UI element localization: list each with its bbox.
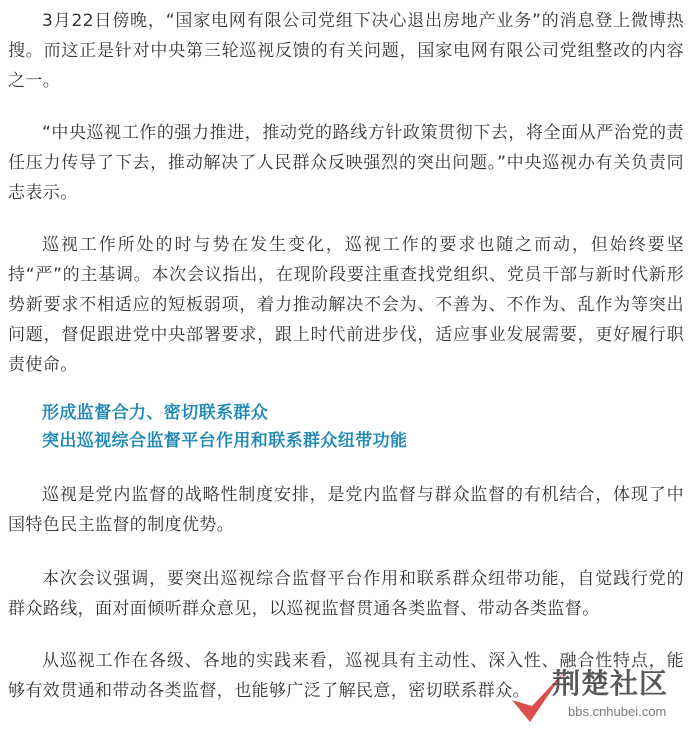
site-watermark [480, 660, 692, 735]
article-paragraph: 从巡视工作在各级、各地的实践来看，巡视具有主动性、深入性、融合性特点，能够有效贯通和带动各类监督，也能够广泛了解民意，密切联系群众。 [8, 651, 684, 701]
article-paragraph: “中央巡视工作的强力推进，推动党的路线方针政策贯彻下去，将全面从严治党的责任压力传导了下去，推动解决了人民群众反映强烈的突出问题。”中央巡视办有关负责同志表示。 [8, 123, 684, 203]
section-heading-line1: 形成监督合力、密切联系群众 [42, 403, 269, 423]
watermark-url: bbs.cnhubei.com [568, 704, 667, 719]
section-heading-line2: 突出巡视综合监督平台作用和联系群众纽带功能 [42, 431, 408, 451]
article-paragraph: 本次会议强调，要突出巡视综合监督平台作用和联系群众纽带功能，自觉践行党的群众路线，面对面倾听群众意见，以巡视监督贯通各类监督、带动各类监督。 [8, 569, 684, 619]
article-paragraph: 3月22日傍晚，“国家电网有限公司党组下决心退出房地产业务”的消息登上微博热搜。而这正是针对中央第三轮巡视反馈的有关问题，国家电网有限公司党组整改的内容之一。 [8, 11, 684, 91]
article-paragraph: 巡视是党内监督的战略性制度安排，是党内监督与群众监督的有机结合，体现了中国特色民主监督的制度优势。 [8, 485, 684, 535]
article-paragraph: 巡视工作所处的时与势在发生变化，巡视工作的要求也随之而动，但始终要坚持“严”的主基调。本次会议指出，在现阶段要注重查找党组织、党员干部与新时代新形势新要求不相适应的短板弱项，着力推动解决不会为、不善为、不作为、乱作为等突出问题，督促跟进党中央部署要求，跟上时代前进步伐，适应事业发展需要，更好履行职责使命。 [8, 235, 684, 375]
watermark-site-name: 荆楚社区 [552, 667, 669, 700]
